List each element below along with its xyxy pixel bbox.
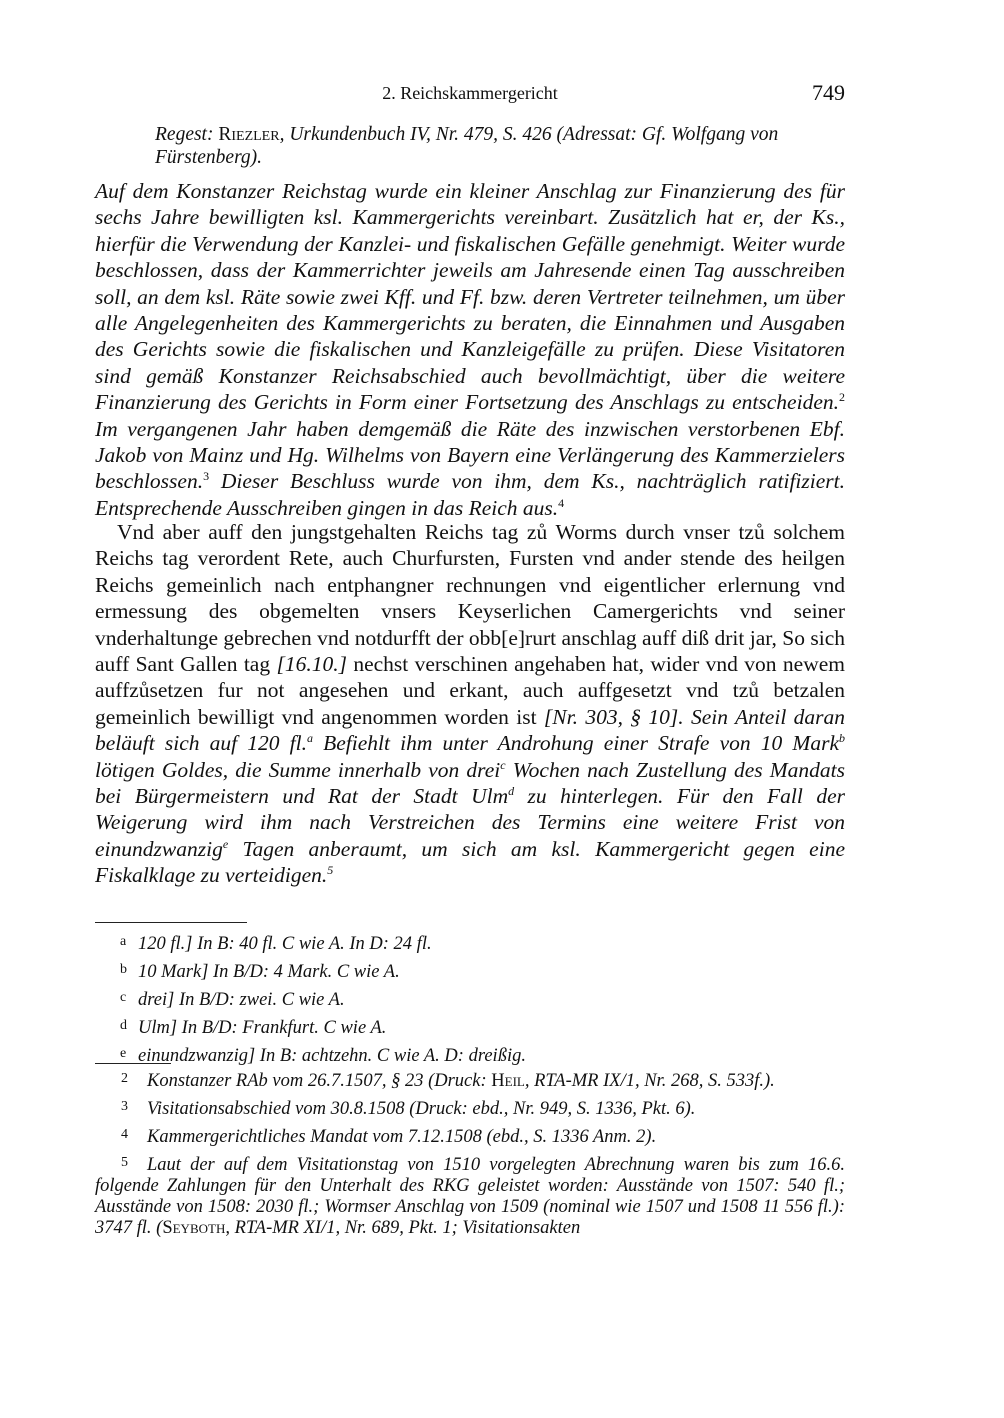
footnote-2 — [95, 1068, 845, 1092]
footnote-text: Kammergerichtliches Mandat vom 7.12.1508 (ebd., S. 1336 Anm. 2). — [147, 1127, 657, 1147]
quote-italic-1: [Nr. 303, § 10]. Sein Anteil daran beläuft sich auf 120 fl. — [95, 704, 846, 756]
apparatus-ref-d[interactable]: d — [508, 784, 515, 799]
quote-text-1: Vnd aber auff den jungstgehalten Reichs tag zů Worms durch vnser tzů solchem Reichs tag verordent Rete, auch Churfursten, Fursten vnd ander stende des heilgen Reichs gemeinlich nach entphangner rechnungen vnd eigentlicher erlernung vnd ermessung des obgemelten vnsers Keyserlichen Camergerichts vnd seiner vnderhaltunge gebrechen vnd notdurfft der obb[e]rurt anschlag auff diß drit jar, So sich auff Sant Gallen tag — [95, 520, 846, 677]
quote-date: [16.10.] — [276, 652, 347, 677]
apparatus-note — [120, 1041, 845, 1069]
footnote-ref-5[interactable]: 5 — [327, 863, 334, 878]
text-critical-apparatus — [120, 929, 845, 1069]
running-header — [95, 80, 845, 108]
apparatus-mark: e — [120, 1046, 127, 1061]
apparatus-note — [120, 957, 845, 985]
footnote-4 — [95, 1124, 845, 1148]
apparatus-mark: a — [120, 934, 127, 949]
apparatus-text: 10 Mark] In B/D: 4 Mark. C wie A. — [138, 962, 400, 982]
regest-text: , Urkundenbuch IV, Nr. 479, S. 426 (Adressat: Gf. Wolfgang von Fürstenberg). — [155, 124, 779, 168]
apparatus-mark: b — [120, 962, 127, 977]
quote-italic-2: Befiehlt ihm unter Androhung einer Strafe von 10 Mark — [312, 731, 839, 756]
footnote-mark: 3 — [121, 1099, 128, 1114]
footnote-ref-4[interactable]: 4 — [558, 495, 565, 510]
summary-part-2: Im vergangenen Jahr haben demgemäß die Räte des inzwischen verstorbenen Ebf. Jakob von Mainz und Hg. Wilhelms von Bayern eine Verlängerung des Kammerzielers beschlossen. — [95, 416, 845, 494]
apparatus-text: drei] In B/D: zwei. C wie A. — [138, 990, 345, 1010]
quote-italic-5: zu hinterlegen. Für den Fall der Weigerung wird ihm nach Verstreichen des Termins eine weitere Frist von einundzwanzig — [95, 784, 845, 861]
footnote-text: Konstanzer RAb vom 26.7.1507, § 23 (Druck: — [147, 1071, 492, 1091]
quote-italic-6: Tagen anberaumt, um sich am ksl. Kammergericht gegen eine Fiskalklage zu verteidigen. — [95, 836, 845, 888]
footnote-3 — [95, 1096, 845, 1120]
footnote-5 — [95, 1152, 845, 1239]
summary-part-3: Dieser Beschluss wurde von ihm, dem Ks., nachträglich ratifiziert. Entsprechende Ausschreiben gingen in das Reich aus. — [95, 469, 845, 520]
apparatus-ref-e[interactable]: e — [222, 836, 229, 851]
page-number: 749 — [812, 80, 845, 105]
apparatus-note — [120, 929, 845, 957]
apparatus-mark: d — [120, 1018, 127, 1033]
source-quotation — [95, 519, 845, 889]
footnotes — [95, 1068, 845, 1243]
apparatus-divider — [95, 922, 247, 923]
footnote-mark: 4 — [121, 1127, 128, 1142]
footnote-ref-3[interactable]: 3 — [203, 469, 210, 484]
apparatus-ref-a[interactable]: a — [306, 731, 313, 746]
quote-italic-3: lötigen Goldes, die Summe innerhalb von drei — [95, 757, 501, 782]
apparatus-ref-c[interactable]: c — [500, 757, 506, 772]
regest-citation — [155, 123, 845, 169]
footnote-text: Visitationsabschied vom 30.8.1508 (Druck: ebd., Nr. 949, S. 1336, Pkt. 6). — [147, 1099, 696, 1119]
footnote-author: Seyboth — [162, 1218, 226, 1238]
document-summary — [95, 178, 845, 521]
apparatus-text: 120 fl.] In B: 40 fl. C wie A. In D: 24 fl. — [138, 934, 432, 954]
running-title: 2. Reichskammergericht — [382, 83, 558, 103]
footnote-author: Heil — [491, 1071, 525, 1091]
regest-author: Riezler — [218, 124, 280, 145]
apparatus-note — [120, 1013, 845, 1041]
footnote-text: , RTA-MR XI/1, Nr. 689, Pkt. 1; Visitationsakten — [225, 1218, 581, 1238]
apparatus-ref-b[interactable]: b — [839, 731, 845, 746]
summary-part-1: Auf dem Konstanzer Reichstag wurde ein kleiner Anschlag zur Finanzierung des für sechs Jahre bewilligten ksl. Kammergerichts vereinbart. Zusätzlich hat er, der Ks., hierfür die Verwendung der Kanzlei- und fiskalischen Gefälle genehmigt. Weiter wurde beschlossen, dass der Kammerrichter jeweils am Jahresende einen Tag ausschreiben soll, an dem ksl. Räte sowie zwei Kff. und Ff. bzw. deren Vertreter teilnehmen, um über alle Angelegenheiten des Kammergerichts zu beraten, die Einnahmen und Ausgaben des Gerichts sowie die fiskalischen und Kanzleigefälle zu prüfen. Diese Visitatoren sind gemäß Konstanzer Reichsabschied auch bevollmächtigt, über die weitere Finanzierung des Gerichts in Form einer Fortsetzung des Anschlags zu entscheiden. — [95, 179, 845, 415]
quote-italic-4: Wochen nach Zustellung des Mandats bei Bürgermeistern und Rat der Stadt Ulm — [95, 757, 845, 809]
regest-label: Regest: — [155, 124, 219, 145]
apparatus-text: einundzwanzig] In B: achtzehn. C wie A. D: dreißig. — [138, 1046, 526, 1066]
footnote-ref-2[interactable]: 2 — [839, 390, 845, 405]
apparatus-mark: c — [120, 990, 127, 1005]
footnote-mark: 2 — [121, 1071, 128, 1086]
apparatus-note — [120, 985, 845, 1013]
footnote-text: Laut der auf dem Visitationstag von 1510 vorgelegten Abrechnung waren bis zum 16.6. folgende Zahlungen für den Unterhalt des RKG geleistet worden: Ausstände von 1507: 540 fl.; Ausstände von 1508: 2030 fl.; Wormser Anschlag von 1509 (nominal wie 1507 und 1508 11 556 fl.): 3747 fl. ( — [95, 1155, 845, 1238]
quote-text-2: nechst verschinen angehaben hat, wider vnd von newem auffzůsetzen fur not angesehen und erkant, auch auffgesetzt vnd tzů betzalen gemeinlich bewilligt vnd angenommen worden ist — [95, 652, 845, 729]
footnote-text: , RTA-MR IX/1, Nr. 268, S. 533f.). — [524, 1071, 775, 1091]
footnote-mark: 5 — [121, 1155, 128, 1170]
footnote-divider — [95, 1063, 171, 1064]
apparatus-text: Ulm] In B/D: Frankfurt. C wie A. — [138, 1018, 387, 1038]
